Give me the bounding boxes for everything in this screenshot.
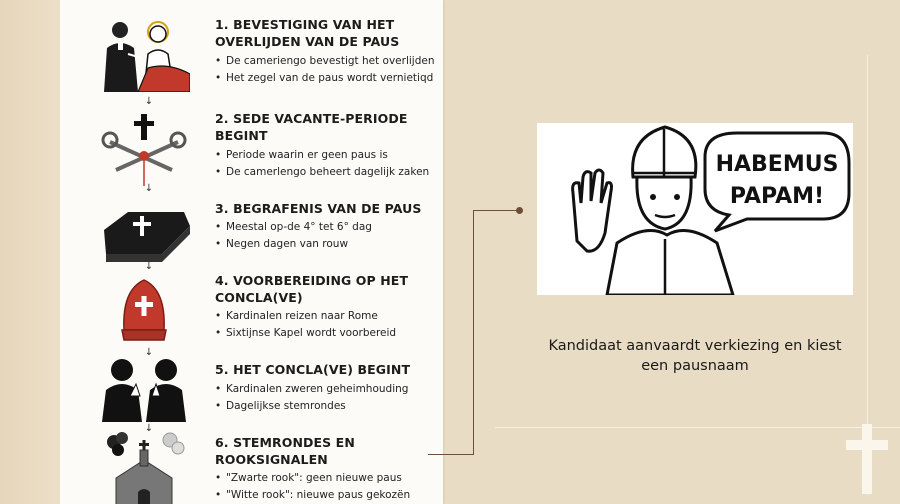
speech-line-2: PAPAM! xyxy=(729,184,825,209)
arrow-down-icon: ↓ xyxy=(144,347,154,358)
arrow-down-icon: ↓ xyxy=(144,261,154,272)
arrow-down-icon: ↓ xyxy=(144,96,154,107)
mitre-icon xyxy=(98,272,190,352)
step-1-title: 1. BEVESTIGING VAN HET OVERLIJDEN VAN DE PAUS xyxy=(215,17,400,49)
list-item: • Negen dagen van rouw xyxy=(215,236,440,253)
step-3-title: 3. BEGRAFENIS VAN DE PAUS xyxy=(215,201,422,216)
list-item: • Meestal op-de 4° tet 6° dag xyxy=(215,219,440,236)
list-item: • De cameriengo bevestigt het overlijden xyxy=(215,53,440,70)
slide-left-margin xyxy=(0,0,60,504)
connector-line xyxy=(473,210,517,211)
decorative-line xyxy=(495,427,900,428)
pope-waving-icon xyxy=(537,123,853,295)
step-5-bullets xyxy=(215,381,440,415)
step-3-bullets xyxy=(215,219,440,253)
step-2-bullets xyxy=(215,147,440,181)
arrow-down-icon: ↓ xyxy=(144,183,154,194)
step-1-bullets xyxy=(215,53,440,87)
crossed-keys-icon xyxy=(98,112,190,192)
praying-cardinals-icon xyxy=(98,347,190,430)
death-confirmation-icon xyxy=(98,12,190,92)
list-item: • Periode waarin er geen paus is xyxy=(215,147,440,164)
list-item: • "Zwarte rook": geen nieuwe paus xyxy=(215,470,440,487)
step-6-bullets xyxy=(215,470,440,504)
cross-icon xyxy=(862,424,872,494)
list-item: • Kardinalen zweren geheimhouding xyxy=(215,381,440,398)
chapel-smoke-icon xyxy=(98,430,190,504)
habemus-papam-image xyxy=(537,123,853,295)
connector-endpoint xyxy=(516,207,523,214)
connector-line xyxy=(473,210,474,455)
list-item: • Het zegel van de paus wordt vernietiqd xyxy=(215,70,440,87)
step-5-title: 5. HET CONCLA(VE) BEGINT xyxy=(215,362,411,377)
cross-icon xyxy=(846,440,888,450)
connector-line xyxy=(428,454,474,455)
caption-text: Kandidaat aanvaardt verkiezing en kiest een pausnaam xyxy=(548,338,842,374)
step-2-title: 2. SEDE VACANTE-PERIODE BEGINT xyxy=(215,111,408,143)
step-6-title: 6. STEMRONDES EN ROOKSIGNALEN xyxy=(215,435,355,467)
list-item: • De camerlengo beheert dagelijk zaken xyxy=(215,164,440,181)
speech-line-1: HABEMUS xyxy=(715,152,839,177)
step-4-bullets xyxy=(215,308,440,342)
list-item: • Sixtijnse Kapel wordt voorbereid xyxy=(215,325,440,342)
list-item: • "Witte rook": nieuwe paus gekozën xyxy=(215,487,440,504)
arrow-down-icon: ↓ xyxy=(144,423,154,434)
list-item: • Dagelijkse stemrondes xyxy=(215,398,440,415)
step-4-title: 4. VOORBEREIDING OP HET CONCLA(VE) xyxy=(215,273,409,305)
conclave-infographic xyxy=(60,0,443,504)
list-item: • Kardinalen reizen naar Rome xyxy=(215,308,440,325)
